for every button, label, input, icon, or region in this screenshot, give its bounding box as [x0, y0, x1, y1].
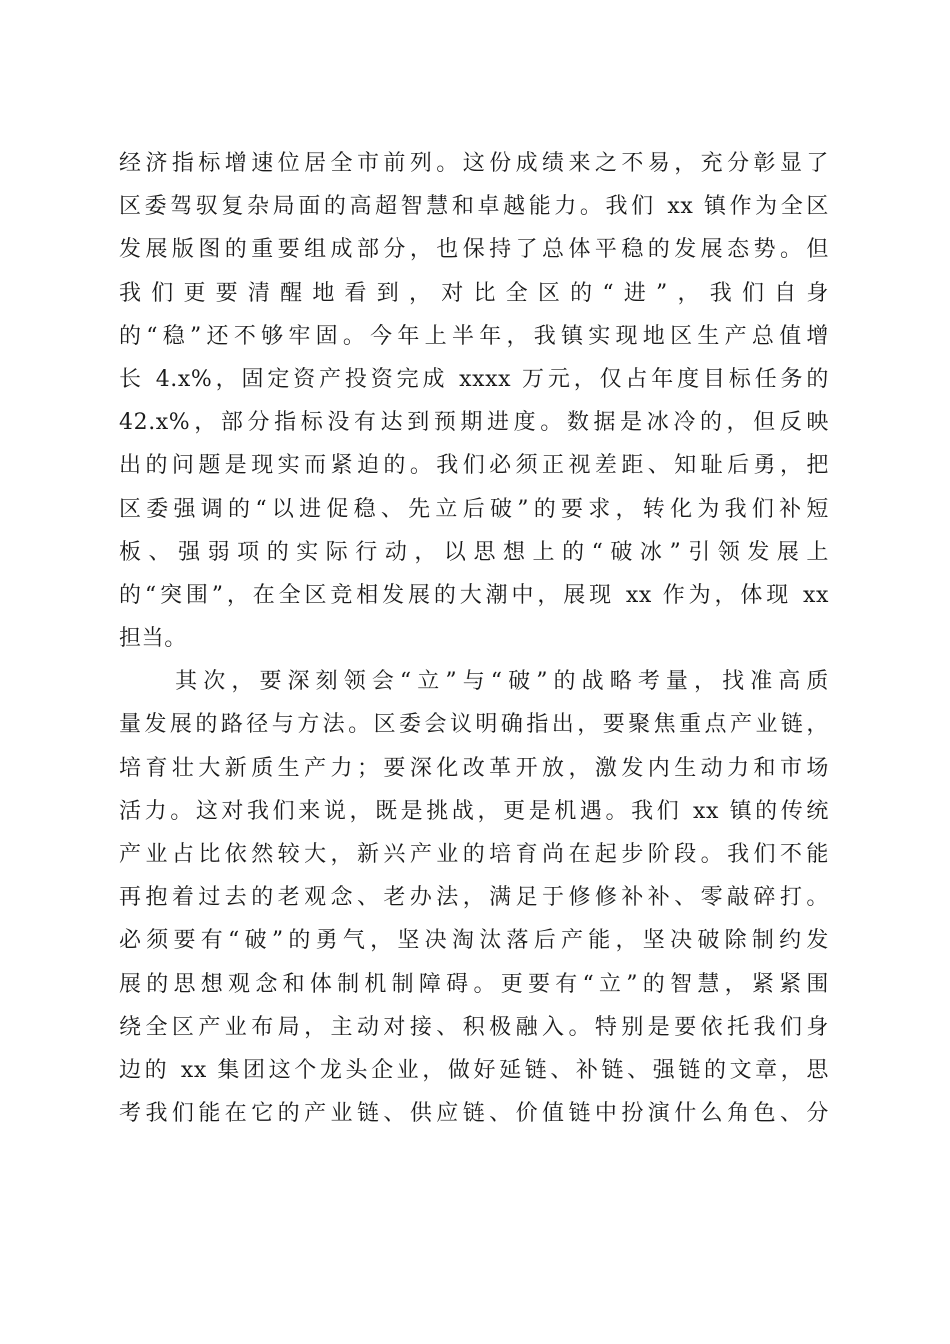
text-line: 区委驾驭复杂局面的高超智慧和卓越能力。我们 xx 镇作为全区 [119, 194, 829, 220]
text-line: 长 4.x%，固定资产投资完成 xxxx 万元，仅占年度目标任务的 [119, 366, 829, 392]
text-line: 42.x%，部分指标没有达到预期进度。数据是冰冷的，但反映 [119, 410, 829, 436]
text-line: 发展版图的重要组成部分，也保持了总体平稳的发展态势。但 [119, 237, 829, 263]
text-line: 考我们能在它的产业链、供应链、价值链中扮演什么角色、分 [119, 1101, 829, 1127]
text-line: 担当。 [119, 626, 187, 652]
text-line: 边的 xx 集团这个龙头企业，做好延链、补链、强链的文章，思 [119, 1057, 829, 1083]
text-line: 经济指标增速位居全市前列。这份成绩来之不易，充分彰显了 [119, 151, 829, 176]
text-line: 再抱着过去的老观念、老办法，满足于修修补补、零敲碎打。 [119, 885, 829, 911]
text-line: 量发展的路径与方法。区委会议明确指出，要聚焦重点产业链， [119, 712, 829, 738]
text-line: 活力。这对我们来说，既是挑战，更是机遇。我们 xx 镇的传统 [119, 798, 829, 824]
text-line: 区委强调的“以进促稳、先立后破”的要求，转化为我们补短 [119, 496, 829, 522]
text-line: 必须要有“破”的勇气，坚决淘汰落后产能，坚决破除制约发 [119, 928, 829, 954]
text-line: 的“稳”还不够牢固。今年上半年，我镇实现地区生产总值增 [119, 323, 829, 349]
text-line: 板、强弱项的实际行动，以思想上的“破冰”引领发展上 [119, 539, 829, 565]
text-line: 出的问题是现实而紧迫的。我们必须正视差距、知耻后勇，把 [119, 453, 829, 479]
text-line: 培育壮大新质生产力；要深化改革开放，激发内生动力和市场 [119, 755, 829, 781]
paragraph-2 [119, 660, 829, 1135]
body-text [119, 142, 829, 1135]
text-line: 产业占比依然较大，新兴产业的培育尚在起步阶段。我们不能 [119, 842, 829, 867]
paragraph-1 [119, 142, 829, 660]
text-line: 展的思想观念和体制机制障碍。更要有“立”的智慧，紧紧围 [119, 971, 829, 997]
text-line: 我们更要清醒地看到，对比全区的“进”，我们自身 [119, 280, 829, 306]
text-line: 绕全区产业布局，主动对接、积极融入。特别是要依托我们身 [119, 1014, 829, 1040]
text-line: 其次，要深刻领会“立”与“破”的战略考量，找准高质 [119, 669, 829, 695]
text-line: 的“突围”，在全区竞相发展的大潮中，展现 xx 作为，体现 xx [119, 582, 829, 608]
